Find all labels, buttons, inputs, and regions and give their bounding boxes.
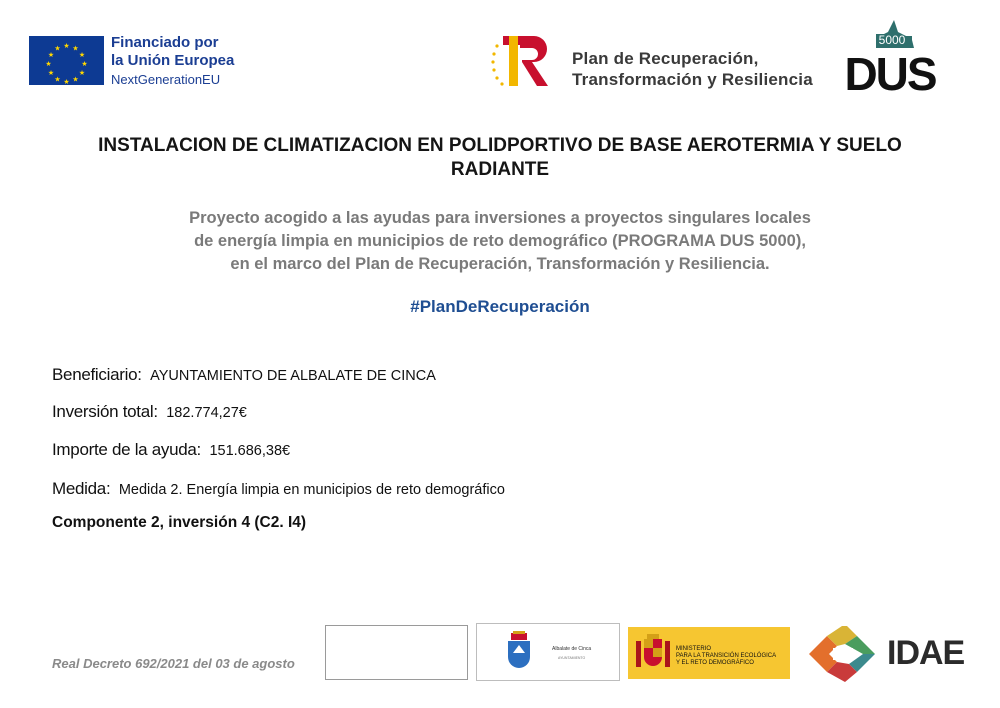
eu-stars-icon xyxy=(29,36,104,85)
dus-logo-icon xyxy=(836,14,948,94)
ayuntamiento-name: Albalate de Cinca xyxy=(552,646,592,652)
svg-text:★: ★ xyxy=(47,70,55,77)
importe-label: Importe de la ayuda: xyxy=(52,440,201,459)
medida-row xyxy=(52,479,505,499)
real-decreto-text: Real Decreto 692/2021 del 03 de agosto xyxy=(52,656,295,671)
eu-flag-logo xyxy=(29,36,104,85)
project-title: INSTALACION DE CLIMATIZACION EN POLIDPORTIVO DE BASE AEROTERMIA Y SUELO RADIANTE xyxy=(98,135,902,180)
medida-label: Medida: xyxy=(52,479,111,498)
ministerio-text xyxy=(676,646,776,667)
plan-line1: Plan de Recuperación, xyxy=(572,49,759,68)
ministerio-line2: PARA LA TRANSICIÓN ECOLÓGICA xyxy=(676,653,777,659)
svg-text:★: ★ xyxy=(81,61,88,68)
svg-text:★: ★ xyxy=(63,43,70,50)
importe-value: 151.686,38€ xyxy=(209,443,291,459)
eu-line2: la Unión Europea xyxy=(111,52,235,69)
dus-number: 5000 xyxy=(878,33,906,47)
plan-recuperacion-logo xyxy=(490,34,556,88)
svg-text:★: ★ xyxy=(78,52,86,59)
ministerio-line3: Y EL RETO DEMOGRÁFICO xyxy=(676,660,754,666)
ayuntamiento-logo-box xyxy=(476,623,620,681)
svg-text:★: ★ xyxy=(47,52,55,59)
description-line3: en el marco del Plan de Recuperación, Transformación y Resiliencia. xyxy=(230,255,770,273)
eu-line1: Financiado por xyxy=(111,34,219,51)
beneficiario-value: AYUNTAMIENTO DE ALBALATE DE CINCA xyxy=(150,368,436,384)
beneficiario-label: Beneficiario: xyxy=(52,365,142,384)
inversion-label: Inversión total: xyxy=(52,402,158,421)
medida-value: Medida 2. Energía limpia en municipios de reto demográfico xyxy=(118,482,505,498)
project-description xyxy=(100,207,900,276)
svg-text:★: ★ xyxy=(45,61,52,68)
tr-logo-icon xyxy=(490,34,556,88)
plan-line2: Transformación y Resiliencia xyxy=(572,70,813,89)
svg-text:★: ★ xyxy=(72,76,79,84)
importe-row xyxy=(52,440,290,460)
svg-text:★: ★ xyxy=(78,70,86,77)
inversion-value: 182.774,27€ xyxy=(166,405,247,421)
description-line1: Proyecto acogido a las ayudas para inversiones a proyectos singulares locales xyxy=(189,209,811,227)
svg-text:★: ★ xyxy=(54,76,61,84)
beneficiario-row xyxy=(52,365,436,385)
componente-text: Componente 2, inversión 4 (C2. I4) xyxy=(52,514,307,531)
ayuntamiento-sub: AYUNTAMIENTO xyxy=(558,656,586,660)
spain-coat-of-arms-icon xyxy=(634,633,672,675)
svg-text:★: ★ xyxy=(54,45,61,53)
dus-word: DUS xyxy=(844,48,936,94)
dus-5000-logo xyxy=(836,14,948,94)
plan-recuperacion-text xyxy=(572,48,813,90)
hashtag: #PlanDeRecuperación xyxy=(410,297,590,316)
svg-text:★: ★ xyxy=(63,79,70,85)
coat-of-arms-icon xyxy=(505,631,533,673)
eu-line3: NextGenerationEU xyxy=(111,72,221,87)
idae-logo-icon xyxy=(805,626,885,682)
svg-text:★: ★ xyxy=(72,45,79,53)
inversion-row xyxy=(52,402,247,422)
idae-logo-text: IDAE xyxy=(887,634,965,672)
empty-logo-box xyxy=(325,625,468,680)
ministerio-line1: MINISTERIO xyxy=(676,646,712,652)
description-line2: de energía limpia en municipios de reto demográfico (PROGRAMA DUS 5000), xyxy=(194,232,806,250)
eu-funding-text xyxy=(111,34,234,89)
